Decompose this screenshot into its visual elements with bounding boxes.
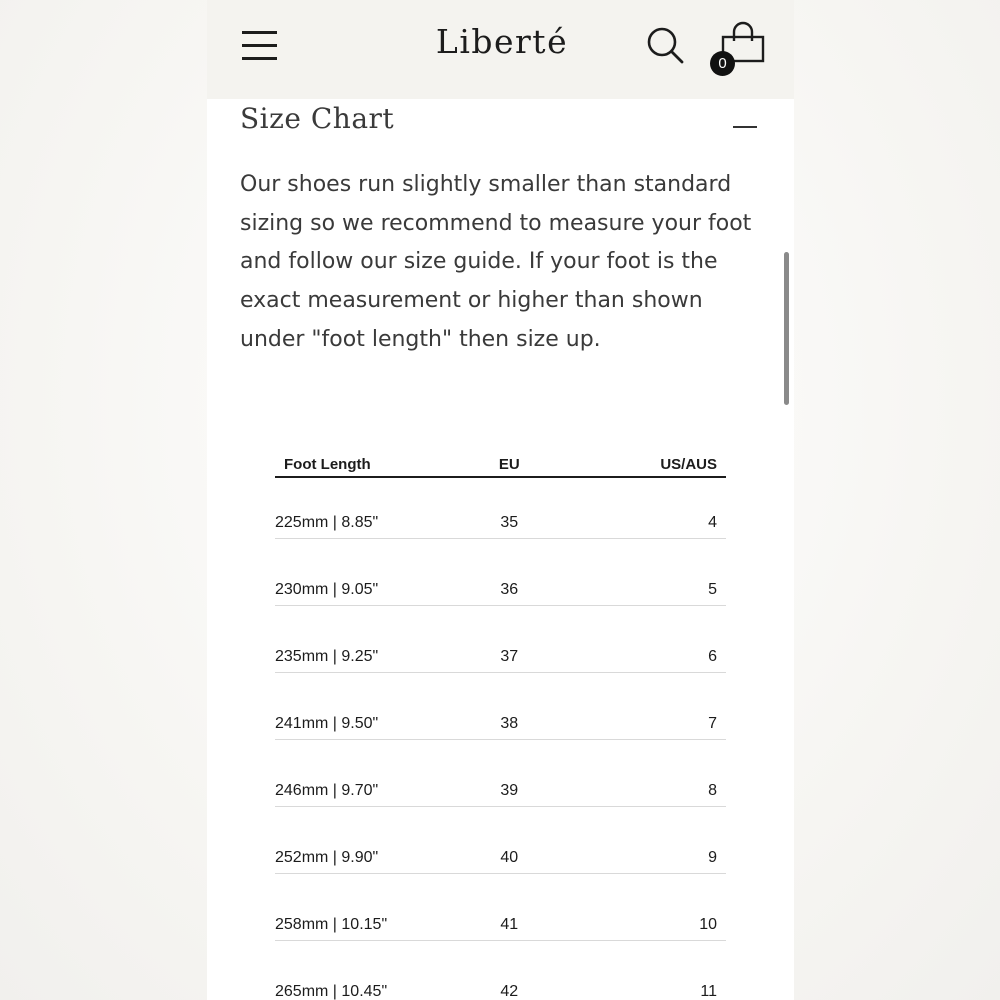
minus-icon[interactable] (731, 116, 759, 136)
brand-logo[interactable]: Liberté (435, 22, 569, 61)
us-aus-size-cell: 10 (562, 874, 726, 941)
foot-length-cell: 252mm | 9.90" (275, 807, 457, 874)
column-header-us-aus: US/AUS (562, 445, 726, 477)
column-header-eu: EU (457, 445, 562, 477)
eu-size-cell: 41 (457, 874, 562, 941)
us-aus-size-cell: 4 (562, 477, 726, 539)
us-aus-size-cell: 6 (562, 606, 726, 673)
foot-length-cell: 246mm | 9.70" (275, 740, 457, 807)
cart-count-badge[interactable]: 0 (710, 51, 735, 76)
scrollbar[interactable] (784, 252, 789, 405)
us-aus-size-cell: 5 (562, 539, 726, 606)
us-aus-size-cell: 8 (562, 740, 726, 807)
size-chart-table (275, 445, 726, 1000)
foot-length-cell: 230mm | 9.05" (275, 539, 457, 606)
table-row (275, 673, 726, 740)
table-row (275, 740, 726, 807)
search-icon[interactable] (645, 25, 685, 65)
eu-size-cell: 42 (457, 941, 562, 1000)
menu-icon[interactable] (242, 29, 277, 61)
foot-length-cell: 258mm | 10.15" (275, 874, 457, 941)
table-header-row (275, 445, 726, 477)
eu-size-cell: 38 (457, 673, 562, 740)
table-row (275, 477, 726, 539)
eu-size-cell: 35 (457, 477, 562, 539)
eu-size-cell: 39 (457, 740, 562, 807)
foot-length-cell: 241mm | 9.50" (275, 673, 457, 740)
us-aus-size-cell: 11 (562, 941, 726, 1000)
table-row (275, 807, 726, 874)
foot-length-cell: 265mm | 10.45" (275, 941, 457, 1000)
table-row (275, 874, 726, 941)
table-row (275, 606, 726, 673)
eu-size-cell: 36 (457, 539, 562, 606)
foot-length-cell: 235mm | 9.25" (275, 606, 457, 673)
us-aus-size-cell: 9 (562, 807, 726, 874)
foot-length-cell: 225mm | 8.85" (275, 477, 457, 539)
size-chart-description: Our shoes run slightly smaller than standard sizing so we recommend to measure your foot and follow our size guide. If your foot is the exact measurement or higher than shown under "foot length" then size up. (240, 172, 752, 352)
us-aus-size-cell: 7 (562, 673, 726, 740)
table-row (275, 539, 726, 606)
eu-size-cell: 40 (457, 807, 562, 874)
eu-size-cell: 37 (457, 606, 562, 673)
mobile-viewport (207, 0, 794, 1000)
column-header-foot-length: Foot Length (275, 445, 457, 477)
table-row (275, 941, 726, 1000)
section-title[interactable]: Size Chart (240, 102, 395, 135)
site-header (207, 0, 794, 99)
